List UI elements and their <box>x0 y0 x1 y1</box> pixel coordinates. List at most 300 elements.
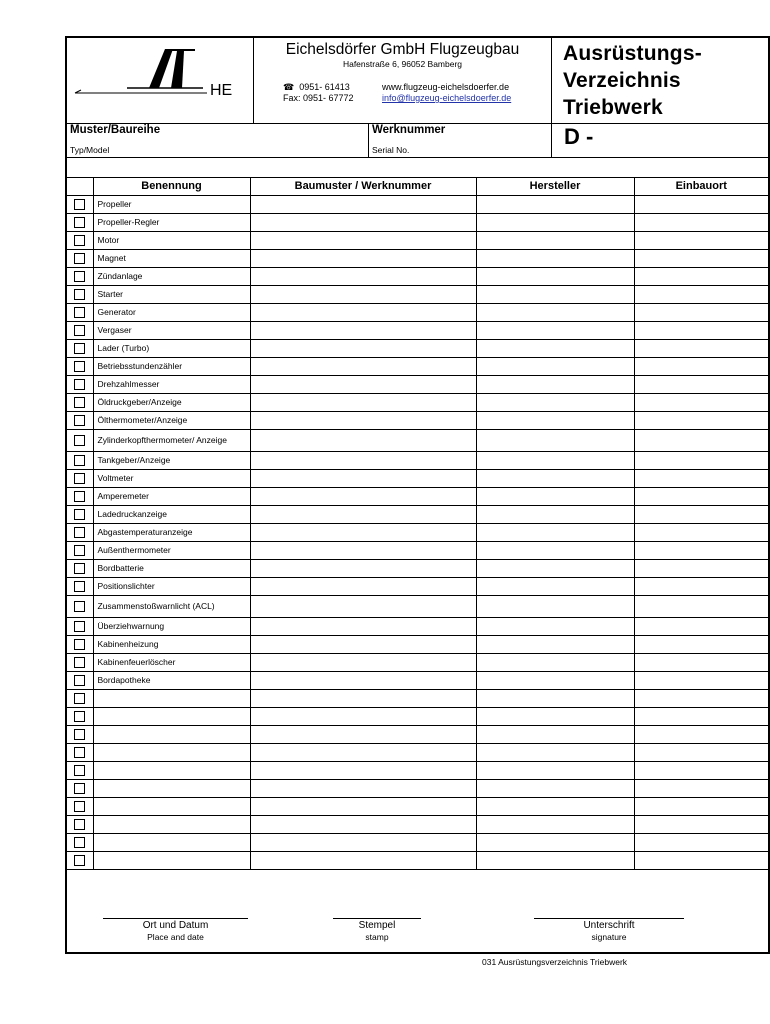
logo-graphic <box>67 38 253 123</box>
location-cell[interactable] <box>634 376 768 394</box>
item-name: Kabinenfeuerlöscher <box>93 654 250 672</box>
manufacturer-cell[interactable] <box>476 304 634 322</box>
email-link[interactable]: info@flugzeug-eichelsdoerfer.de <box>382 93 512 103</box>
equipment-table <box>67 177 768 870</box>
item-name <box>93 816 250 834</box>
row-checkbox-cell <box>67 834 93 852</box>
table-row <box>67 488 768 506</box>
location-cell[interactable] <box>634 690 768 708</box>
item-name: Bordapotheke <box>93 672 250 690</box>
model-serial-cell[interactable] <box>250 232 476 250</box>
row-checkbox-cell <box>67 506 93 524</box>
row-checkbox[interactable] <box>74 435 85 446</box>
table-row <box>67 232 768 250</box>
row-checkbox-cell <box>67 726 93 744</box>
row-checkbox-cell <box>67 578 93 596</box>
location-cell[interactable] <box>634 816 768 834</box>
manufacturer-cell[interactable] <box>476 452 634 470</box>
manufacturer-cell[interactable] <box>476 708 634 726</box>
item-name <box>93 690 250 708</box>
table-row <box>67 304 768 322</box>
item-name: Zylinderkopfthermometer/ Anzeige <box>93 430 250 452</box>
item-name: Propeller-Regler <box>93 214 250 232</box>
row-checkbox[interactable] <box>74 253 85 264</box>
model-serial-cell[interactable] <box>250 470 476 488</box>
manufacturer-cell[interactable] <box>476 780 634 798</box>
row-checkbox[interactable] <box>74 819 85 830</box>
row-checkbox-cell <box>67 286 93 304</box>
manufacturer-cell[interactable] <box>476 214 634 232</box>
signature-label: Ort und Datum <box>142 920 209 931</box>
manufacturer-cell[interactable] <box>476 286 634 304</box>
meta-divider <box>368 123 369 157</box>
manufacturer-cell[interactable] <box>476 412 634 430</box>
signature-sublabel: stamp <box>365 932 389 942</box>
table-row <box>67 412 768 430</box>
manufacturer-cell[interactable] <box>476 524 634 542</box>
row-checkbox[interactable] <box>74 235 85 246</box>
table-row <box>67 542 768 560</box>
row-checkbox-cell <box>67 304 93 322</box>
table-row <box>67 286 768 304</box>
model-serial-cell[interactable] <box>250 708 476 726</box>
row-checkbox[interactable] <box>74 509 85 520</box>
manufacturer-cell[interactable] <box>476 430 634 452</box>
form-header <box>67 38 768 124</box>
location-cell[interactable] <box>634 488 768 506</box>
row-checkbox-cell <box>67 250 93 268</box>
row-checkbox-cell <box>67 470 93 488</box>
form-title <box>563 40 702 121</box>
company-address: Hafenstraße 6, 96052 Bamberg <box>342 59 463 69</box>
contact-web <box>382 82 511 104</box>
table-row <box>67 636 768 654</box>
item-name: Bordbatterie <box>93 560 250 578</box>
table-row <box>67 816 768 834</box>
table-row <box>67 340 768 358</box>
row-checkbox[interactable] <box>74 657 85 668</box>
model-serial-cell[interactable] <box>250 506 476 524</box>
row-checkbox[interactable] <box>74 601 85 612</box>
model-serial-cell[interactable] <box>250 268 476 286</box>
location-cell[interactable] <box>634 196 768 214</box>
manufacturer-cell[interactable] <box>476 852 634 870</box>
item-name: Generator <box>93 304 250 322</box>
location-cell[interactable] <box>634 430 768 452</box>
row-checkbox[interactable] <box>74 765 85 776</box>
location-cell[interactable] <box>634 506 768 524</box>
row-checkbox-cell <box>67 430 93 452</box>
table-row <box>67 322 768 340</box>
row-checkbox[interactable] <box>74 271 85 282</box>
manufacturer-cell[interactable] <box>476 618 634 636</box>
fax-number: Fax: 0951- 67772 <box>283 93 354 103</box>
table-row <box>67 376 768 394</box>
row-checkbox[interactable] <box>74 199 85 210</box>
item-name <box>93 708 250 726</box>
manufacturer-cell[interactable] <box>476 654 634 672</box>
location-cell[interactable] <box>634 560 768 578</box>
model-serial-cell[interactable] <box>250 636 476 654</box>
manufacturer-cell[interactable] <box>476 506 634 524</box>
row-checkbox-cell <box>67 376 93 394</box>
spacer-row <box>67 157 768 178</box>
row-checkbox[interactable] <box>74 801 85 812</box>
location-cell[interactable] <box>634 618 768 636</box>
column-header: Einbauort <box>634 177 768 196</box>
model-serial-cell[interactable] <box>250 394 476 412</box>
meta-divider <box>551 123 552 157</box>
serial-sublabel: Serial No. <box>372 145 410 155</box>
model-serial-cell[interactable] <box>250 852 476 870</box>
item-name <box>93 726 250 744</box>
model-serial-cell[interactable] <box>250 762 476 780</box>
table-row <box>67 744 768 762</box>
row-checkbox[interactable] <box>74 415 85 426</box>
table-row <box>67 430 768 452</box>
item-name <box>93 744 250 762</box>
row-checkbox-cell <box>67 412 93 430</box>
signature-line[interactable] <box>333 918 421 919</box>
signature-place-date <box>103 918 248 942</box>
location-cell[interactable] <box>634 394 768 412</box>
table-row <box>67 852 768 870</box>
model-serial-cell[interactable] <box>250 780 476 798</box>
model-serial-cell[interactable] <box>250 196 476 214</box>
row-checkbox[interactable] <box>74 491 85 502</box>
manufacturer-cell[interactable] <box>476 268 634 286</box>
manufacturer-cell[interactable] <box>476 834 634 852</box>
location-cell[interactable] <box>634 304 768 322</box>
item-name: Voltmeter <box>93 470 250 488</box>
row-checkbox[interactable] <box>74 397 85 408</box>
model-serial-cell[interactable] <box>250 376 476 394</box>
phone-icon: ☎ <box>283 82 295 92</box>
row-checkbox-cell <box>67 672 93 690</box>
item-name: Öldruckgeber/Anzeige <box>93 394 250 412</box>
table-row <box>67 452 768 470</box>
column-header: Benennung <box>93 177 250 196</box>
row-checkbox-cell <box>67 816 93 834</box>
model-serial-cell[interactable] <box>250 358 476 376</box>
signature-signature <box>534 918 684 942</box>
manufacturer-cell[interactable] <box>476 762 634 780</box>
manufacturer-cell[interactable] <box>476 596 634 618</box>
aircraft-meta <box>67 123 768 158</box>
row-checkbox[interactable] <box>74 527 85 538</box>
location-cell[interactable] <box>634 780 768 798</box>
item-name <box>93 852 250 870</box>
row-checkbox[interactable] <box>74 711 85 722</box>
manufacturer-cell[interactable] <box>476 690 634 708</box>
equipment-form <box>65 36 770 954</box>
location-cell[interactable] <box>634 798 768 816</box>
row-checkbox-cell <box>67 232 93 250</box>
location-cell[interactable] <box>634 214 768 232</box>
row-checkbox[interactable] <box>74 639 85 650</box>
registration-field[interactable]: D - <box>564 124 594 149</box>
item-name: Betriebsstundenzähler <box>93 358 250 376</box>
location-cell[interactable] <box>634 578 768 596</box>
location-cell[interactable] <box>634 708 768 726</box>
item-name: Propeller <box>93 196 250 214</box>
row-checkbox-cell <box>67 542 93 560</box>
location-cell[interactable] <box>634 322 768 340</box>
row-checkbox[interactable] <box>74 563 85 574</box>
location-cell[interactable] <box>634 672 768 690</box>
document-footer: 031 Ausrüstungsverzeichnis Triebwerk <box>482 957 628 967</box>
model-label: Muster/Baureihe <box>70 124 161 136</box>
item-name: Kabinenheizung <box>93 636 250 654</box>
location-cell[interactable] <box>634 762 768 780</box>
row-checkbox-cell <box>67 744 93 762</box>
item-name <box>93 834 250 852</box>
table-row <box>67 394 768 412</box>
model-serial-cell[interactable] <box>250 542 476 560</box>
model-serial-cell[interactable] <box>250 340 476 358</box>
table-row <box>67 214 768 232</box>
model-serial-cell[interactable] <box>250 672 476 690</box>
row-checkbox-cell <box>67 196 93 214</box>
table-row <box>67 834 768 852</box>
item-name: Magnet <box>93 250 250 268</box>
row-checkbox[interactable] <box>74 729 85 740</box>
location-cell[interactable] <box>634 852 768 870</box>
logo-text: HE <box>210 82 233 99</box>
signature-sublabel: signature <box>591 932 627 942</box>
location-cell[interactable] <box>634 286 768 304</box>
item-name: Zündanlage <box>93 268 250 286</box>
location-cell[interactable] <box>634 268 768 286</box>
model-serial-cell[interactable] <box>250 654 476 672</box>
table-row <box>67 762 768 780</box>
row-checkbox[interactable] <box>74 325 85 336</box>
serial-label: Werknummer <box>372 124 446 136</box>
location-cell[interactable] <box>634 358 768 376</box>
item-name: Ladedruckanzeige <box>93 506 250 524</box>
table-header-row <box>67 177 768 196</box>
row-checkbox[interactable] <box>74 747 85 758</box>
model-serial-cell[interactable] <box>250 304 476 322</box>
title-line: Ausrüstungs- <box>563 42 702 65</box>
model-sublabel: Typ/Model <box>70 145 110 155</box>
column-header: Baumuster / Werknummer <box>250 177 476 196</box>
location-cell[interactable] <box>634 596 768 618</box>
row-checkbox-cell <box>67 798 93 816</box>
model-serial-cell[interactable] <box>250 214 476 232</box>
contact-phone-fax <box>283 82 354 104</box>
signature-label: Unterschrift <box>583 920 635 931</box>
row-checkbox-cell <box>67 268 93 286</box>
signature-sublabel: Place and date <box>147 932 204 942</box>
manufacturer-cell[interactable] <box>476 196 634 214</box>
manufacturer-cell[interactable] <box>476 322 634 340</box>
row-checkbox-cell <box>67 708 93 726</box>
table-row <box>67 470 768 488</box>
row-checkbox-cell <box>67 322 93 340</box>
website-link[interactable]: www.flugzeug-eichelsdoerfer.de <box>382 82 510 92</box>
model-serial-cell[interactable] <box>250 524 476 542</box>
item-name: Abgastemperaturanzeige <box>93 524 250 542</box>
signature-line[interactable] <box>103 918 248 919</box>
model-serial-cell[interactable] <box>250 560 476 578</box>
row-checkbox-cell <box>67 780 93 798</box>
model-serial-cell[interactable] <box>250 798 476 816</box>
checkbox-column-header <box>67 177 93 196</box>
signature-stamp <box>333 918 421 942</box>
item-name: Positionslichter <box>93 578 250 596</box>
model-serial-cell[interactable] <box>250 322 476 340</box>
signature-line[interactable] <box>534 918 684 919</box>
row-checkbox-cell <box>67 852 93 870</box>
equipment-rows <box>67 196 768 870</box>
table-row <box>67 578 768 596</box>
model-serial-cell[interactable] <box>250 430 476 452</box>
company-logo <box>67 38 254 123</box>
location-cell[interactable] <box>634 232 768 250</box>
row-checkbox[interactable] <box>74 675 85 686</box>
model-serial-cell[interactable] <box>250 578 476 596</box>
item-name: Amperemeter <box>93 488 250 506</box>
row-checkbox[interactable] <box>74 621 85 632</box>
table-row <box>67 250 768 268</box>
model-serial-cell[interactable] <box>250 690 476 708</box>
row-checkbox-cell <box>67 690 93 708</box>
model-serial-cell[interactable] <box>250 834 476 852</box>
table-row <box>67 780 768 798</box>
manufacturer-cell[interactable] <box>476 340 634 358</box>
row-checkbox[interactable] <box>74 693 85 704</box>
row-checkbox-cell <box>67 394 93 412</box>
row-checkbox-cell <box>67 762 93 780</box>
manufacturer-cell[interactable] <box>476 542 634 560</box>
manufacturer-cell[interactable] <box>476 636 634 654</box>
model-serial-cell[interactable] <box>250 488 476 506</box>
location-cell[interactable] <box>634 412 768 430</box>
table-row <box>67 524 768 542</box>
row-checkbox[interactable] <box>74 307 85 318</box>
row-checkbox[interactable] <box>74 837 85 848</box>
row-checkbox[interactable] <box>74 855 85 866</box>
location-cell[interactable] <box>634 834 768 852</box>
location-cell[interactable] <box>634 452 768 470</box>
location-cell[interactable] <box>634 726 768 744</box>
item-name: Drehzahlmesser <box>93 376 250 394</box>
manufacturer-cell[interactable] <box>476 672 634 690</box>
manufacturer-cell[interactable] <box>476 560 634 578</box>
model-serial-cell[interactable] <box>250 286 476 304</box>
row-checkbox-cell <box>67 340 93 358</box>
model-serial-cell[interactable] <box>250 726 476 744</box>
row-checkbox[interactable] <box>74 361 85 372</box>
location-cell[interactable] <box>634 744 768 762</box>
row-checkbox-cell <box>67 524 93 542</box>
model-serial-cell[interactable] <box>250 744 476 762</box>
item-name: Vergaser <box>93 322 250 340</box>
table-row <box>67 268 768 286</box>
item-name <box>93 798 250 816</box>
location-cell[interactable] <box>634 542 768 560</box>
manufacturer-cell[interactable] <box>476 250 634 268</box>
title-line: Verzeichnis <box>563 69 681 92</box>
row-checkbox[interactable] <box>74 289 85 300</box>
company-block <box>254 38 552 123</box>
item-name: Starter <box>93 286 250 304</box>
manufacturer-cell[interactable] <box>476 744 634 762</box>
location-cell[interactable] <box>634 654 768 672</box>
row-checkbox-cell <box>67 560 93 578</box>
location-cell[interactable] <box>634 340 768 358</box>
model-serial-cell[interactable] <box>250 596 476 618</box>
item-name: Lader (Turbo) <box>93 340 250 358</box>
model-serial-cell[interactable] <box>250 412 476 430</box>
manufacturer-cell[interactable] <box>476 376 634 394</box>
manufacturer-cell[interactable] <box>476 358 634 376</box>
table-row <box>67 560 768 578</box>
item-name: Ölthermometer/Anzeige <box>93 412 250 430</box>
table-row <box>67 358 768 376</box>
item-name: Motor <box>93 232 250 250</box>
row-checkbox[interactable] <box>74 545 85 556</box>
row-checkbox[interactable] <box>74 473 85 484</box>
table-row <box>67 506 768 524</box>
item-name <box>93 780 250 798</box>
location-cell[interactable] <box>634 470 768 488</box>
location-cell[interactable] <box>634 250 768 268</box>
company-name: Eichelsdörfer GmbH Flugzeugbau <box>285 41 520 58</box>
table-row <box>67 196 768 214</box>
row-checkbox[interactable] <box>74 379 85 390</box>
table-row <box>67 618 768 636</box>
manufacturer-cell[interactable] <box>476 798 634 816</box>
item-name: Außenthermometer <box>93 542 250 560</box>
item-name: Zusammenstoßwarnlicht (ACL) <box>93 596 250 618</box>
signature-label: Stempel <box>358 920 396 931</box>
manufacturer-cell[interactable] <box>476 578 634 596</box>
table-row <box>67 708 768 726</box>
table-row <box>67 798 768 816</box>
title-line: Triebwerk <box>563 96 663 119</box>
model-serial-cell[interactable] <box>250 452 476 470</box>
column-header: Hersteller <box>476 177 634 196</box>
phone-number: 0951- 61413 <box>299 82 350 92</box>
row-checkbox[interactable] <box>74 783 85 794</box>
manufacturer-cell[interactable] <box>476 816 634 834</box>
location-cell[interactable] <box>634 524 768 542</box>
manufacturer-cell[interactable] <box>476 232 634 250</box>
item-name <box>93 762 250 780</box>
manufacturer-cell[interactable] <box>476 470 634 488</box>
row-checkbox-cell <box>67 596 93 618</box>
row-checkbox-cell <box>67 358 93 376</box>
location-cell[interactable] <box>634 636 768 654</box>
manufacturer-cell[interactable] <box>476 488 634 506</box>
table-row <box>67 726 768 744</box>
manufacturer-cell[interactable] <box>476 726 634 744</box>
model-serial-cell[interactable] <box>250 250 476 268</box>
row-checkbox-cell <box>67 618 93 636</box>
row-checkbox[interactable] <box>74 581 85 592</box>
row-checkbox[interactable] <box>74 455 85 466</box>
table-row <box>67 654 768 672</box>
row-checkbox[interactable] <box>74 343 85 354</box>
model-serial-cell[interactable] <box>250 618 476 636</box>
manufacturer-cell[interactable] <box>476 394 634 412</box>
row-checkbox-cell <box>67 488 93 506</box>
row-checkbox-cell <box>67 636 93 654</box>
row-checkbox[interactable] <box>74 217 85 228</box>
model-serial-cell[interactable] <box>250 816 476 834</box>
